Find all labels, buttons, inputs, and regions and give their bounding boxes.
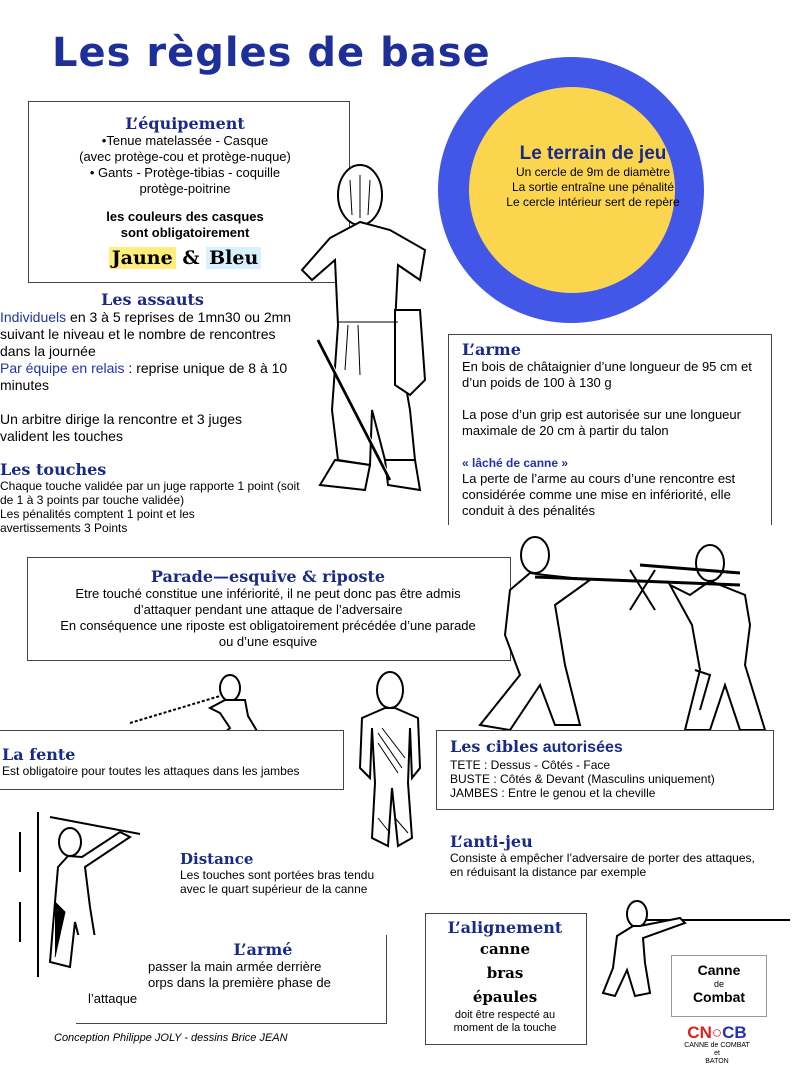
distance-section	[180, 850, 390, 896]
parade-section	[30, 567, 506, 650]
equipement-section	[50, 114, 320, 269]
fente-text: Est obligatoire pour toutes les attaques dans les jambes	[2, 764, 300, 778]
terrain-section	[463, 143, 723, 210]
fencer-illustration-1	[290, 160, 450, 505]
parade-line-2: d’attaquer pendant une attaque de l’adversaire	[133, 602, 403, 617]
parade-heading: Parade—esquive & riposte	[150, 567, 386, 586]
arme2-line-1: passer la main armée derrière	[148, 959, 322, 974]
fencer-target-illustration	[350, 668, 430, 853]
alignement-word-epaules: épaules	[472, 988, 538, 1006]
assauts-individuels-text: en 3 à 5 reprises de 1mn30 ou 2mn suivant le niveau et le nombre de rencontres dans la journée	[0, 309, 292, 359]
arme2-line-3: l’attaque	[88, 991, 138, 1006]
antijeu-heading: L’anti-jeu	[450, 832, 533, 851]
terrain-heading: Le terrain de jeu	[519, 143, 667, 164]
page-title: Les règles de base	[52, 30, 491, 76]
assauts-arbitre: Un arbitre dirige la rencontre et 3 juges valident les touches	[0, 411, 243, 444]
terrain-line-2: La sortie entraîne une pénalité	[511, 180, 675, 194]
alignement-heading: L’alignement	[447, 918, 563, 937]
arme-section	[462, 340, 757, 519]
cncb-logo-et: et	[714, 1050, 720, 1057]
cibles-line-tete: TETE : Dessus - Côtés - Face	[450, 758, 611, 772]
assauts-section	[0, 290, 305, 445]
helmet-colors-line-1: les couleurs des casques	[106, 209, 264, 224]
arme2-heading: L’armé	[233, 940, 293, 959]
fente-heading: La fente	[2, 745, 76, 764]
parade-line-4: ou d’une esquive	[218, 634, 318, 649]
helmet-color-blue: Bleu	[206, 247, 261, 269]
fencers-duel-illustration	[470, 535, 800, 735]
alignement-section	[427, 918, 583, 1035]
helmet-colors-line-2: sont obligatoirement	[120, 225, 250, 240]
touches-line-1: Chaque touche validée par un juge rapporte 1 point (soit de 1 à 3 points par touche validée)	[0, 479, 300, 507]
lache-de-canne: « lâché de canne »	[462, 456, 569, 470]
equipement-line-3: • Gants - Protège-tibias - coquille	[89, 165, 281, 180]
logo-line-combat: Combat	[692, 989, 746, 1005]
terrain-line-3: Le cercle intérieur sert de repère	[506, 195, 680, 209]
arme-paragraph-3: La perte de l’arme au cours d’une rencontre est considérée comme une mise en infériorité, elle conduit à des pénalités	[462, 471, 736, 518]
arme2-section	[88, 940, 378, 1007]
terrain-line-1: Un cercle de 9m de diamètre	[515, 165, 671, 179]
equipement-line-2: (avec protège-cou et protège-nuque)	[79, 149, 291, 164]
cncb-logo: CN○CB CANNE de COMBAT et BATON	[662, 1024, 772, 1066]
alignement-word-canne: canne	[479, 940, 531, 958]
assauts-heading: Les assauts	[101, 290, 204, 309]
alignement-line-1: doit être respecté au	[454, 1009, 556, 1021]
cibles-line-buste: BUSTE : Côtés & Devant (Masculins uniquement)	[450, 772, 715, 786]
assauts-equipe-text: : reprise unique de 8 à 10 minutes	[0, 360, 288, 393]
cncb-logo-baton: BATON	[705, 1058, 729, 1065]
equipement-heading: L’équipement	[125, 114, 245, 133]
arme2-line-2: orps dans la première phase de	[148, 975, 331, 990]
cncb-logo-cb: CB	[722, 1023, 747, 1042]
parade-line-1: Etre touché constitue une infériorité, il ne peut donc pas être admis	[75, 586, 461, 601]
parade-line-3: En conséquence une riposte est obligatoirement précédée d’une parade	[60, 618, 476, 633]
equipement-line-4: protège-poitrine	[139, 181, 231, 196]
distance-text: Les touches sont portées bras tendu avec le quart supérieur de la canne	[180, 868, 375, 896]
antijeu-line-1: Consiste à empêcher l’adversaire de porter des attaques,	[450, 851, 755, 865]
cibles-section	[450, 737, 770, 800]
antijeu-line-2: en réduisant la distance par exemple	[450, 865, 647, 879]
alignement-word-bras: bras	[486, 964, 524, 982]
canne-de-combat-logo	[671, 955, 767, 1017]
cibles-heading-a: Les cibles	[450, 737, 539, 756]
fente-section	[2, 745, 342, 778]
cncb-logo-cn: CN	[687, 1023, 712, 1042]
assauts-individuels-label: Individuels	[0, 309, 67, 325]
arme-paragraph-2: La pose d’un grip est autorisée sur une longueur maximale de 20 cm à partir du talon	[462, 407, 741, 438]
touches-line-2: Les pénalités comptent 1 point et les avertissements 3 Points	[0, 507, 195, 535]
assauts-equipe-label: Par équipe en relais	[0, 360, 125, 376]
cibles-line-jambes: JAMBES : Entre le genou et la cheville	[450, 786, 656, 800]
logo-line-de: de	[713, 979, 724, 989]
ampersand: &	[182, 247, 200, 269]
distance-heading: Distance	[180, 850, 254, 868]
arme-paragraph-1: En bois de châtaignier d’une longueur de 95 cm et d’un poids de 100 à 130 g	[462, 359, 752, 390]
arme-heading: L’arme	[462, 340, 521, 359]
credit-line: Conception Philippe JOLY - dessins Brice JEAN	[54, 1032, 288, 1044]
antijeu-section	[450, 832, 790, 879]
touches-section	[0, 460, 305, 535]
logo-line-canne: Canne	[697, 962, 741, 978]
cibles-heading-b: autorisées	[542, 739, 623, 756]
helmet-color-yellow: Jaune	[109, 247, 176, 269]
equipement-line-1: •Tenue matelassée - Casque	[101, 133, 269, 148]
cncb-logo-sub: CANNE de COMBAT	[684, 1042, 750, 1049]
touches-heading: Les touches	[0, 460, 107, 479]
alignement-line-2: moment de la touche	[453, 1022, 557, 1034]
